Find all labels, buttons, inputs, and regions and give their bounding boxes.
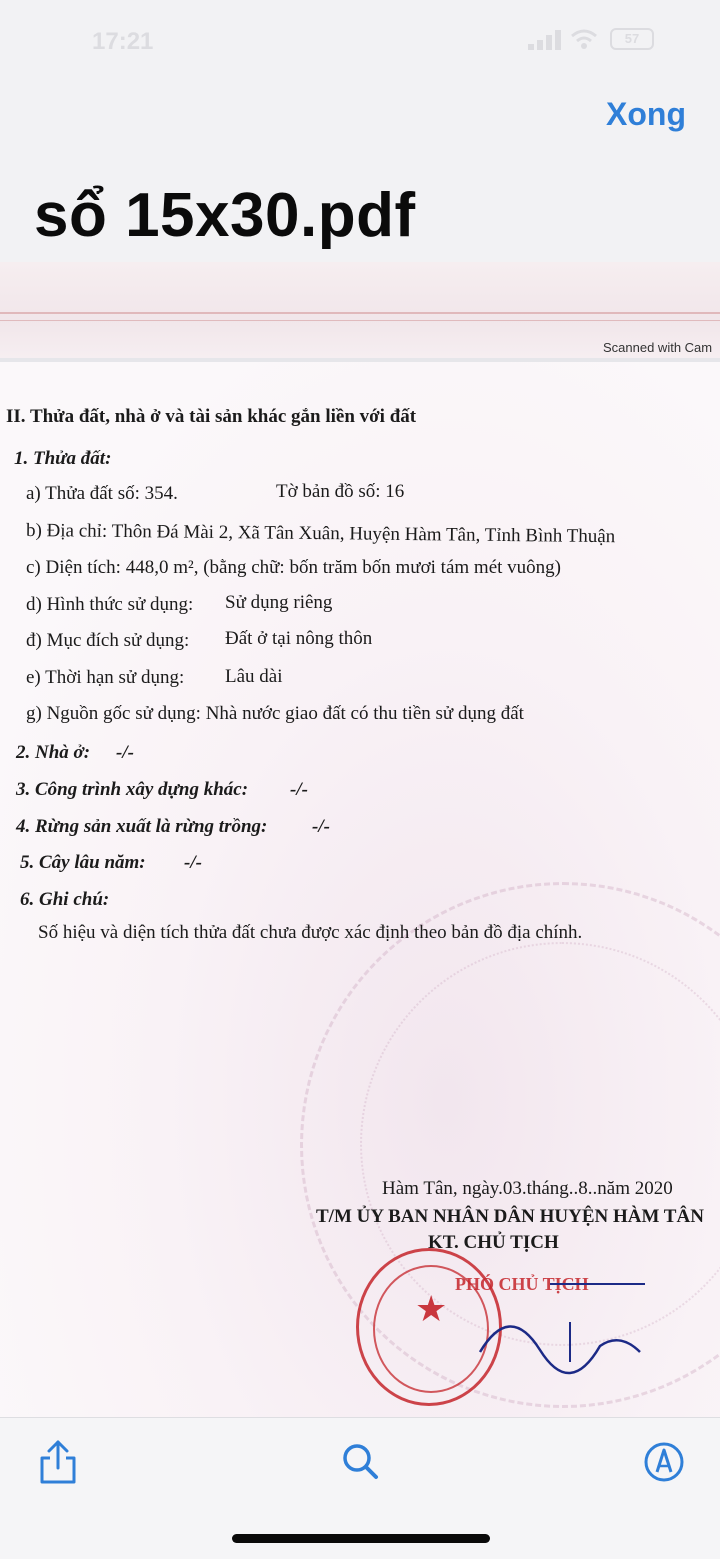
issuing-authority: T/M ỦY BAN NHÂN DÂN HUYỆN HÀM TÂN xyxy=(316,1206,704,1227)
usage-form-value: Sử dụng riêng xyxy=(225,592,333,613)
done-button[interactable]: Xong xyxy=(606,96,686,132)
document-title: sổ 15x30.pdf xyxy=(34,181,416,250)
wifi-icon xyxy=(570,28,598,50)
heading-land-parcel: 1. Thửa đất: xyxy=(14,448,112,469)
usage-origin-line: g) Nguồn gốc sử dụng: Nhà nước giao đất có thu tiền sử dụng đất xyxy=(26,703,524,724)
house-value: -/- xyxy=(116,742,134,763)
heading-notes: 6. Ghi chú: xyxy=(20,889,110,910)
usage-form-label: d) Hình thức sử dụng: xyxy=(26,594,194,615)
parcel-number: a) Thửa đất số: 354. xyxy=(26,483,178,504)
scanner-watermark: Scanned with Cam xyxy=(603,340,713,355)
address-line: b) Địa chỉ: Thôn Đá Mài 2, Xã Tân Xuân, Huyện Hàm Tân, Tỉnh Bình Thuận xyxy=(25,520,616,548)
signal-icon xyxy=(528,30,562,50)
markup-icon[interactable] xyxy=(642,1438,686,1486)
perennial-trees-value: -/- xyxy=(184,852,202,873)
heading-perennial-trees: 5. Cây lâu năm: xyxy=(20,852,146,873)
share-icon[interactable] xyxy=(36,1438,80,1486)
star-emblem-icon: ★ xyxy=(415,1289,448,1330)
document-page xyxy=(0,362,720,1417)
notes-text: Số hiệu và diện tích thửa đất chưa được xác định theo bản đồ địa chính. xyxy=(38,922,583,943)
section-title: II. Thửa đất, nhà ở và tài sản khác gắn liền với đất xyxy=(6,406,417,427)
decorative-line xyxy=(0,312,720,314)
area-line: c) Diện tích: 448,0 m², (bằng chữ: bốn trăm bốn mươi tám mét vuông) xyxy=(26,557,561,578)
deputy-chairman-label: PHÓ CHỦ TỊCH xyxy=(455,1274,589,1294)
home-indicator[interactable] xyxy=(232,1534,490,1543)
other-structures-value: -/- xyxy=(290,779,308,800)
handwritten-signature xyxy=(470,1262,690,1382)
search-icon[interactable] xyxy=(338,1438,382,1486)
status-time: 17:21 xyxy=(92,28,154,55)
heading-other-structures: 3. Công trình xây dựng khác: xyxy=(16,779,249,800)
battery-indicator: 57 xyxy=(610,28,654,50)
date-place-line: Hàm Tân, ngày.03.tháng..8..năm 2020 xyxy=(382,1178,673,1199)
status-bar xyxy=(0,0,720,70)
decorative-line xyxy=(0,320,720,321)
usage-term-label: e) Thời hạn sử dụng: xyxy=(26,667,185,688)
map-sheet-number: Tờ bản đồ số: 16 xyxy=(276,481,405,502)
heading-house: 2. Nhà ở: xyxy=(16,742,91,763)
signer-role: KT. CHỦ TỊCH xyxy=(428,1232,559,1253)
usage-term-value: Lâu dài xyxy=(225,666,283,687)
heading-production-forest: 4. Rừng sản xuất là rừng trồng: xyxy=(16,816,268,837)
usage-purpose-value: Đất ở tại nông thôn xyxy=(225,628,373,649)
usage-purpose-label: đ) Mục đích sử dụng: xyxy=(26,630,190,651)
production-forest-value: -/- xyxy=(312,816,330,837)
